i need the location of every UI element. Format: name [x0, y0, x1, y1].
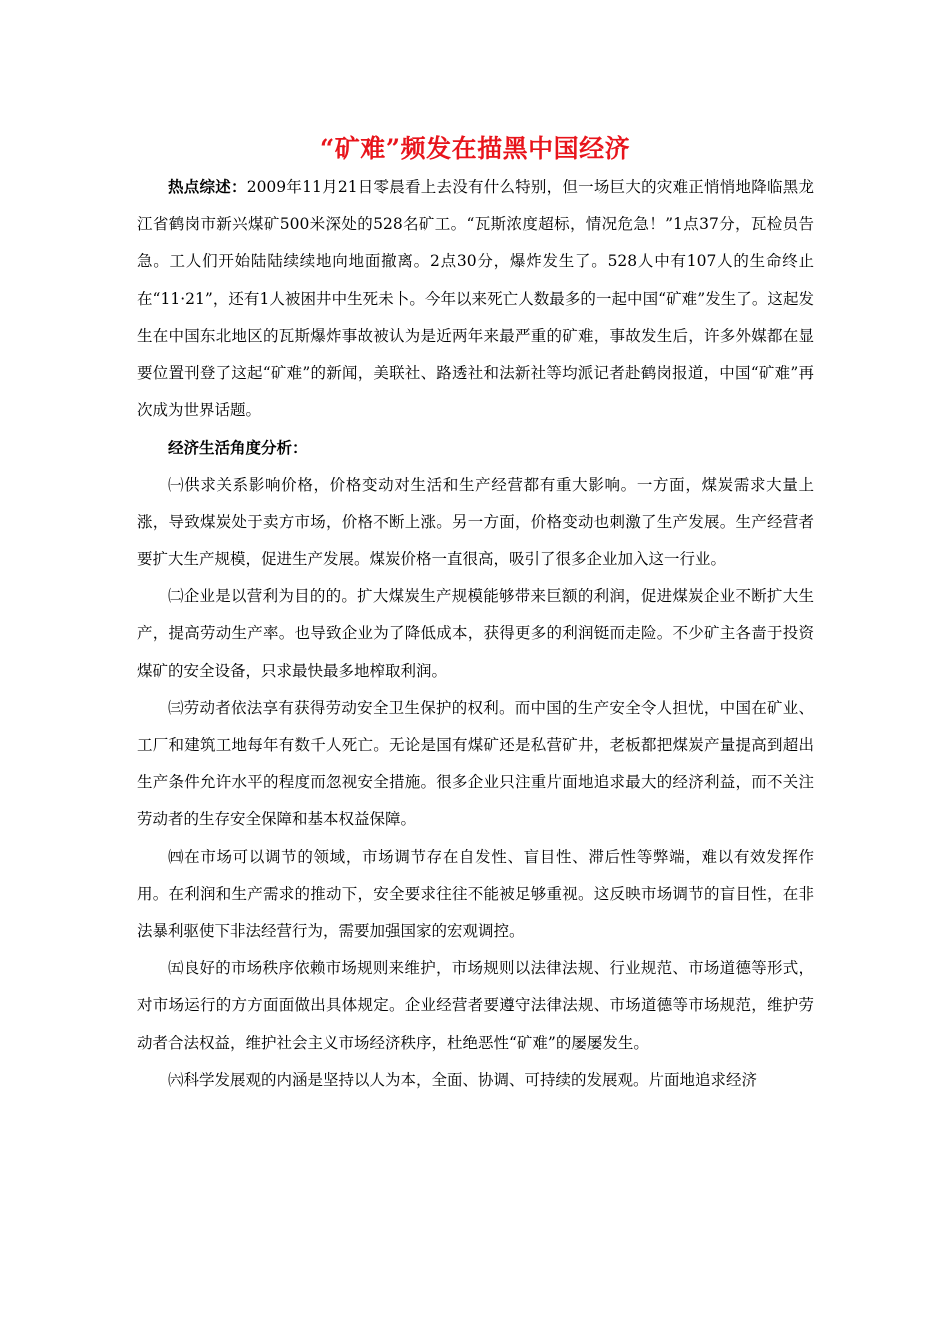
document-body [137, 168, 814, 1099]
analysis-paragraph-3: ㈢劳动者依法享有获得劳动安全卫生保护的权利。而中国的生产安全令人担忧，中国在矿业、工厂和建筑工地每年有数千人死亡。无论是国有煤矿还是私营矿井，老板都把煤炭产量提高到超出生产条件允许水平的程度而忽视安全措施。很多企业只注重片面地追求最大的经济利益，而不关注劳动者的生存安全保障和基本权益保障。 [137, 698, 814, 829]
summary-paragraph [137, 168, 814, 429]
document-title: “矿难”频发在描黑中国经济 [319, 134, 631, 163]
analysis-paragraph-6: ㈥科学发展观的内涵是坚持以人为本，全面、协调、可持续的发展观。片面地追求经济 [168, 1070, 758, 1089]
summary-label: 热点综述： [168, 177, 247, 196]
analysis-paragraph-4: ㈣在市场可以调节的领域，市场调节存在自发性、盲目性、滞后性等弊端，难以有效发挥作用。在利润和生产需求的推动下，安全要求往往不能被足够重视。这反映市场调节的盲目性，在非法暴利驱使下非法经营行为，需要加强国家的宏观调控。 [137, 847, 814, 941]
analysis-paragraph-1: ㈠供求关系影响价格，价格变动对生活和生产经营都有重大影响。一方面，煤炭需求大量上涨，导致煤炭处于卖方市场，价格不断上涨。另一方面，价格变动也刺激了生产发展。生产经营者要扩大生产规模，促进生产发展。煤炭价格一直很高，吸引了很多企业加入这一行业。 [137, 475, 814, 569]
analysis-paragraph-5: ㈤良好的市场秩序依赖市场规则来维护，市场规则以法律法规、行业规范、市场道德等形式，对市场运行的方方面面做出具体规定。企业经营者要遵守法律法规、市场道德等市场规范，维护劳动者合法权益，维护社会主义市场经济秩序，杜绝恶性“矿难”的屡屡发生。 [137, 959, 814, 1052]
summary-text: 2009年11月21日零晨看上去没有什么特别，但一场巨大的灾难正悄悄地降临黑龙江省鹤岗市新兴煤矿500米深处的528名矿工。“瓦斯浓度超标，情况危急！”1点37分，瓦检员告急。工人们开始陆陆续续地向地面撤离。2点30分，爆炸发生了。528人中有107人的生命终止在“11·21”，还有1人被困井中生死未卜。今年以来死亡人数最多的一起中国“矿难”发生了。这起发生在中国东北地区的瓦斯爆炸事故被认为是近两年来最严重的矿难，事故发生后，许多外媒都在显要位置刊登了这起“矿难”的新闻，美联社、路透社和法新社等均派记者赴鹤岗报道，中国“矿难”再次成为世界话题。 [137, 178, 814, 420]
analysis-heading: 经济生活角度分析： [168, 438, 308, 458]
analysis-paragraph-2: ㈡企业是以营利为目的的。扩大煤炭生产规模能够带来巨额的利润，促进煤炭企业不断扩大生产，提高劳动生产率。也导致企业为了降低成本，获得更多的利润铤而走险。不少矿主各啬于投资煤矿的安全设备，只求最快最多地榨取利润。 [137, 587, 814, 680]
